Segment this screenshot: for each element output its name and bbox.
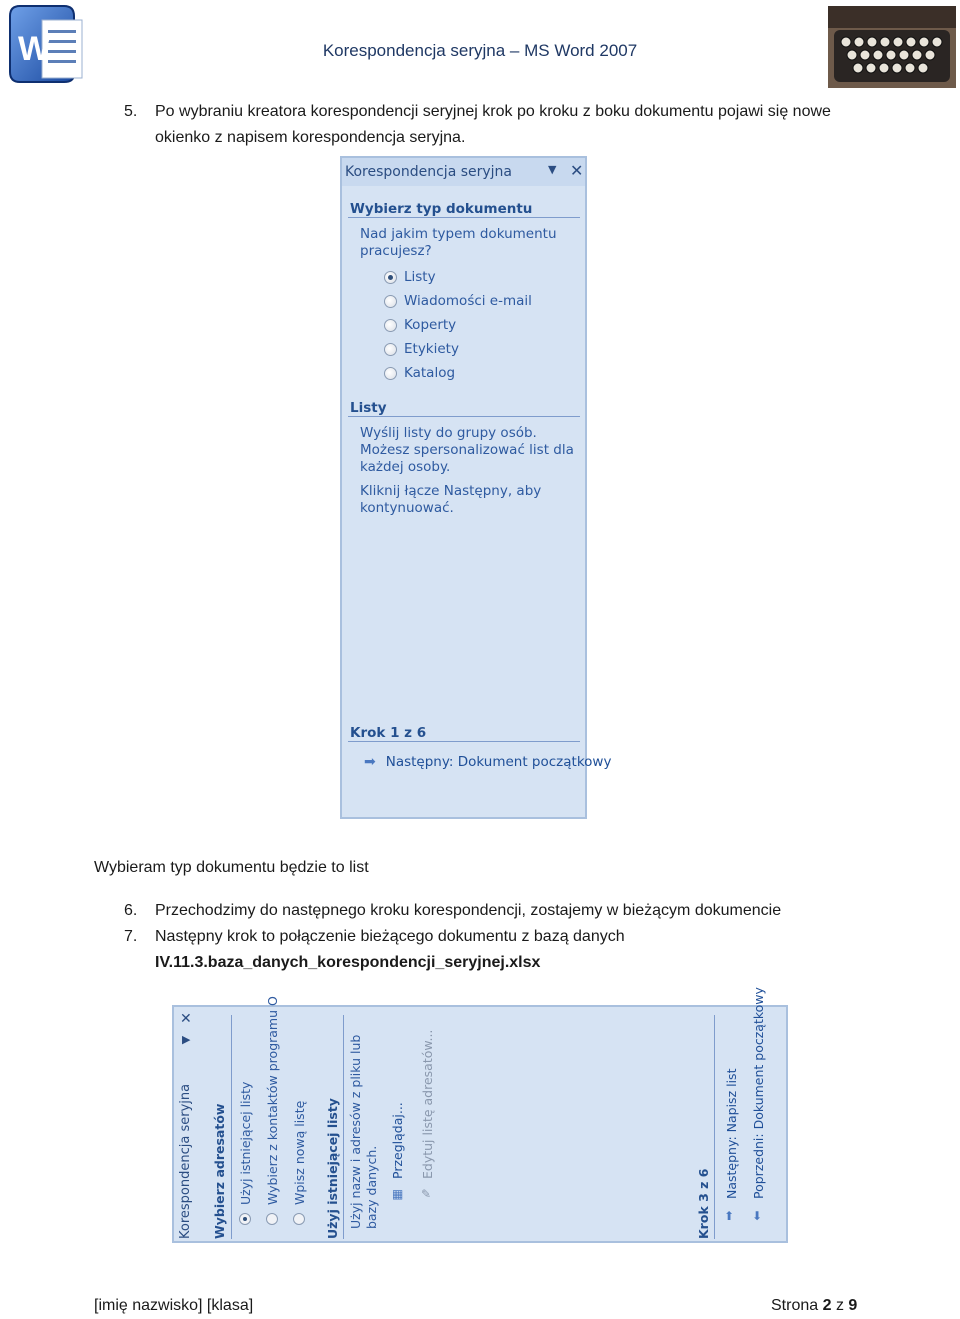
radio-label: Koperty <box>404 317 457 333</box>
radio-option-directory[interactable] <box>384 365 455 381</box>
pane-titlebar <box>342 158 585 186</box>
list-number: 7. <box>124 928 138 945</box>
radio-label-outlook-contacts[interactable]: Wybierz z kontaktów programu O <box>265 996 280 1205</box>
section-heading-recipients: Wybierz adresatów <box>212 1103 227 1239</box>
radio-button[interactable] <box>266 1213 278 1225</box>
browse-icon: ▦ <box>392 1187 404 1201</box>
current-page: 2 <box>822 1297 832 1314</box>
section-divider <box>348 416 580 417</box>
radio-button[interactable] <box>384 295 397 308</box>
radio-button[interactable] <box>384 271 397 284</box>
step-indicator: Krok 1 z 6 <box>350 725 427 741</box>
caption-text: Wybieram typ dokumentu będzie to list <box>94 859 369 876</box>
radio-option-email[interactable] <box>384 293 532 309</box>
next-step-link[interactable] <box>364 754 612 770</box>
section-heading-document-type: Wybierz typ dokumentu <box>350 201 533 217</box>
radio-option-labels[interactable] <box>384 341 459 357</box>
list-number: 5. <box>124 103 138 120</box>
list-number: 6. <box>124 902 138 919</box>
section-heading-letters: Listy <box>350 400 387 416</box>
edit-list-icon: ✎ <box>421 1187 432 1201</box>
pane-title: Korespondencja seryjna <box>345 164 513 180</box>
total-pages: 9 <box>848 1297 858 1314</box>
section-divider <box>343 1015 344 1239</box>
section-divider <box>348 217 580 218</box>
numbered-list-6-7 <box>124 898 884 976</box>
radio-button[interactable] <box>384 367 397 380</box>
next-step-label: Następny: Dokument początkowy <box>385 754 612 770</box>
continue-hint: Kliknij łącze Następny, aby kontynuować. <box>360 483 542 516</box>
radio-label: Katalog <box>404 365 456 381</box>
close-icon[interactable]: ✕ <box>180 1011 192 1027</box>
page-header-title: Korespondencja seryjna – MS Word 2007 <box>322 41 638 60</box>
section-heading-existing-list: Użyj istniejącej listy <box>325 1098 340 1239</box>
footer-page-number <box>771 1297 857 1315</box>
radio-label-existing-list[interactable]: Użyj istniejącej listy <box>238 1081 253 1205</box>
list-item-7-file <box>124 950 884 976</box>
previous-step-link[interactable]: Poprzedni: Dokument początkowy <box>751 987 766 1199</box>
pane-title: Korespondencja seryjna <box>178 1083 193 1239</box>
next-step-link[interactable]: Następny: Napisz list <box>724 1068 739 1199</box>
list-text: Następny krok to połączenie bieżącego dokumentu z bazą danych <box>155 928 625 945</box>
radio-option-letters[interactable] <box>384 269 436 285</box>
list-item-5 <box>124 99 884 151</box>
radio-button[interactable] <box>384 343 397 356</box>
radio-label: Listy <box>404 269 436 285</box>
radio-button[interactable] <box>239 1213 251 1225</box>
existing-list-description-cont: bazy danych. <box>364 1145 379 1229</box>
section-divider <box>714 1015 715 1239</box>
list-text: Po wybraniu kreatora korespondencji seryjnej krok po kroku z boku dokumentu pojawi się nowe okienko z napisem korespondencja seryjna. <box>155 103 831 146</box>
radio-button[interactable] <box>293 1213 305 1225</box>
dropdown-arrow-icon[interactable]: ▶ <box>182 1033 191 1046</box>
radio-label: Wiadomości e-mail <box>404 293 532 309</box>
database-filename: IV.11.3.baza_danych_korespondencji_seryjnej.xlsx <box>155 954 541 971</box>
existing-list-description: Użyj nazw i adresów z pliku lub <box>348 1034 363 1229</box>
step-indicator: Krok 3 z 6 <box>696 1168 711 1239</box>
list-item-7 <box>124 924 884 950</box>
arrow-up-icon: ⬆ <box>724 1209 735 1223</box>
dropdown-arrow-icon[interactable]: ▼ <box>548 163 557 176</box>
document-type-question: Nad jakim typem dokumentu pracujesz? <box>360 226 557 259</box>
mail-merge-pane-step3 <box>172 987 788 1243</box>
list-text: Przechodzimy do następnego kroku korespondencji, zostajemy w bieżącym dokumencie <box>155 902 782 919</box>
radio-label-new-list[interactable]: Wpisz nową listę <box>292 1100 307 1205</box>
radio-button[interactable] <box>384 319 397 332</box>
list-item-6 <box>124 898 884 924</box>
svg-text:W: W <box>18 30 51 68</box>
radio-label: Etykiety <box>404 341 459 357</box>
footer-author: [imię nazwisko] [klasa] <box>94 1297 254 1314</box>
page-separator: z <box>835 1297 844 1314</box>
arrow-right-icon: ➡ <box>364 754 376 770</box>
edit-recipient-list-link: Edytuj listę adresatów... <box>420 1029 435 1179</box>
section-divider <box>231 1015 232 1239</box>
close-icon[interactable]: ✕ <box>570 161 584 180</box>
mail-merge-pane-step1 <box>340 156 612 819</box>
radio-option-envelopes[interactable] <box>384 317 456 333</box>
letters-description: Wyślij listy do grupy osób. Możesz spersonalizować list dla każdej osoby. <box>360 425 574 475</box>
browse-link[interactable]: Przeglądaj... <box>390 1102 405 1179</box>
arrow-down-icon: ⬇ <box>752 1209 763 1223</box>
section-divider <box>348 741 580 742</box>
page-label: Strona <box>771 1297 819 1314</box>
